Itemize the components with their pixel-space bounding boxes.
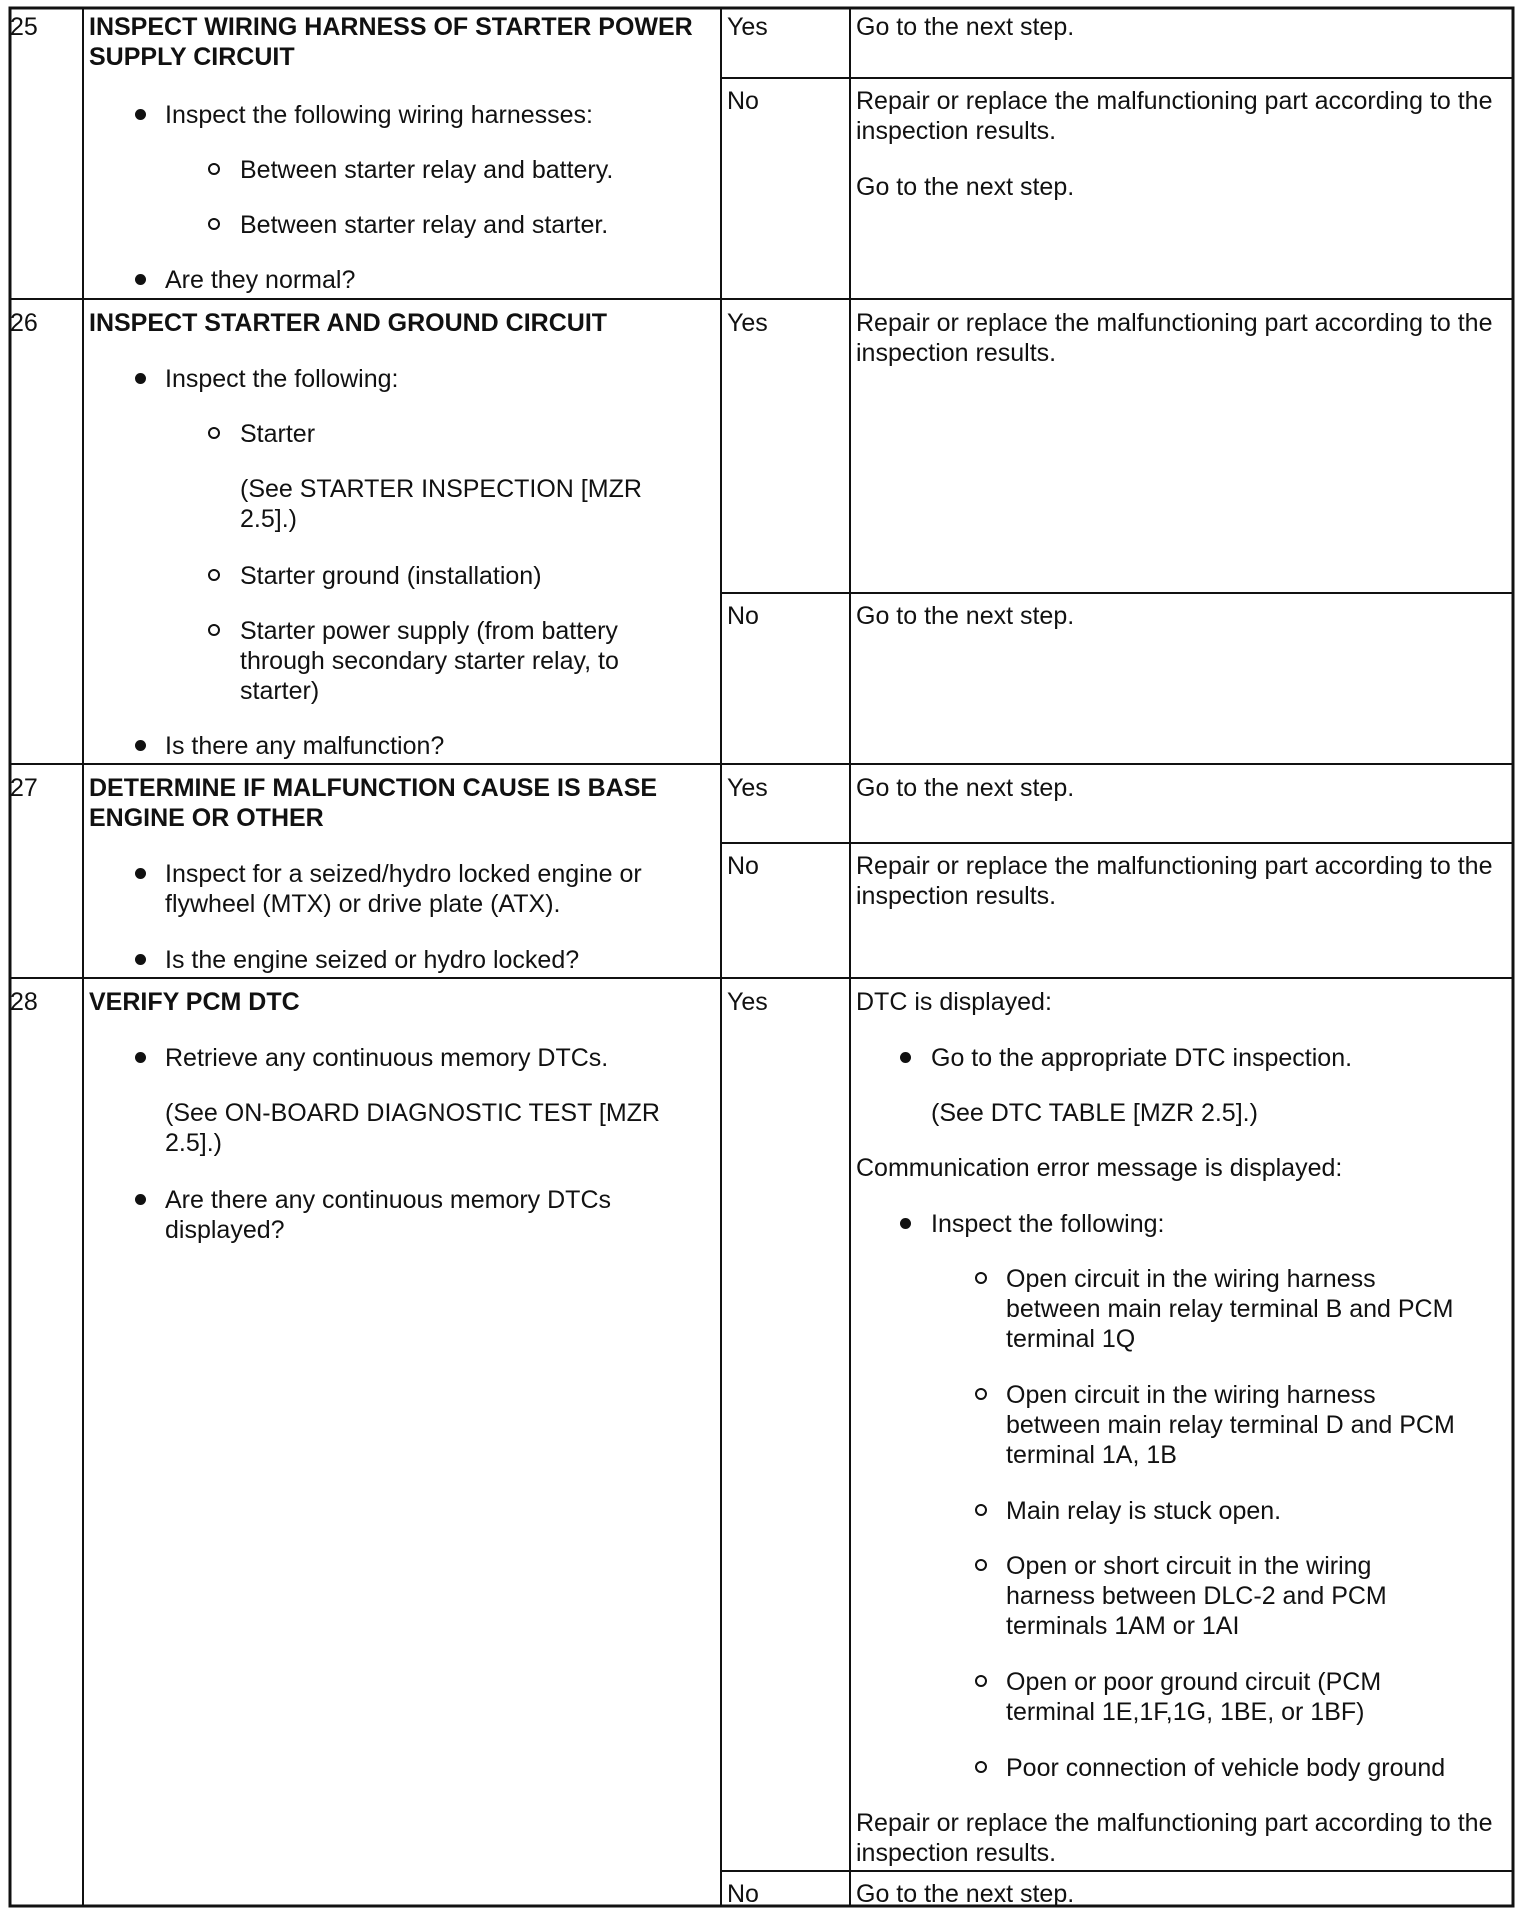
no-label: No bbox=[727, 852, 759, 880]
result-line: terminal 1E,1F,1G, 1BE, or 1BF) bbox=[1006, 1698, 1365, 1726]
bullet-ring-icon bbox=[208, 427, 220, 439]
list-item: Between starter relay and starter. bbox=[240, 211, 609, 239]
no-action: inspection results. bbox=[856, 882, 1057, 910]
list-item: Are there any continuous memory DTCs bbox=[165, 1186, 612, 1214]
result-line: (See DTC TABLE [MZR 2.5].) bbox=[931, 1099, 1258, 1127]
bullet-ring-icon bbox=[975, 1559, 987, 1571]
bullet-ring-icon bbox=[975, 1388, 987, 1400]
result-line: Repair or replace the malfunctioning part according to the bbox=[856, 1809, 1493, 1837]
list-item: Is there any malfunction? bbox=[165, 732, 445, 760]
result-line: Main relay is stuck open. bbox=[1006, 1497, 1282, 1525]
result-line: Go to the appropriate DTC inspection. bbox=[931, 1044, 1353, 1072]
yes-action: Repair or replace the malfunctioning part according to the bbox=[856, 309, 1493, 337]
result-line: Open or short circuit in the wiring bbox=[1006, 1552, 1372, 1580]
step-number: 25 bbox=[10, 13, 38, 41]
bullet-ring-icon bbox=[208, 163, 220, 175]
list-item: flywheel (MTX) or drive plate (ATX). bbox=[165, 890, 561, 918]
bullet-ring-icon bbox=[975, 1761, 987, 1773]
no-action: Repair or replace the malfunctioning part according to the bbox=[856, 852, 1493, 880]
bullet-dot-icon bbox=[135, 868, 146, 879]
no-action: Go to the next step. bbox=[856, 1880, 1075, 1908]
step-title: INSPECT WIRING HARNESS OF STARTER POWER bbox=[89, 13, 693, 41]
result-line: harness between DLC-2 and PCM bbox=[1006, 1582, 1387, 1610]
step-title: VERIFY PCM DTC bbox=[89, 988, 300, 1016]
yes-label: Yes bbox=[727, 988, 768, 1016]
result-line: Communication error message is displayed: bbox=[856, 1154, 1343, 1182]
bullet-ring-icon bbox=[208, 218, 220, 230]
list-item: through secondary starter relay, to bbox=[240, 647, 619, 675]
bullet-dot-icon bbox=[135, 1052, 146, 1063]
bullet-ring-icon bbox=[975, 1504, 987, 1516]
list-item: Retrieve any continuous memory DTCs. bbox=[165, 1044, 609, 1072]
no-label: No bbox=[727, 1880, 759, 1908]
result-line: Poor connection of vehicle body ground bbox=[1006, 1754, 1446, 1782]
bullet-ring-icon bbox=[208, 569, 220, 581]
list-item: Inspect the following wiring harnesses: bbox=[165, 101, 594, 129]
no-action: Go to the next step. bbox=[856, 602, 1075, 630]
yes-action: Go to the next step. bbox=[856, 13, 1075, 41]
no-label: No bbox=[727, 602, 759, 630]
yes-action: inspection results. bbox=[856, 339, 1057, 367]
list-item: 2.5].) bbox=[240, 505, 297, 533]
list-item: 2.5].) bbox=[165, 1129, 222, 1157]
step-title: DETERMINE IF MALFUNCTION CAUSE IS BASE bbox=[89, 774, 658, 802]
result-line: Open or poor ground circuit (PCM bbox=[1006, 1668, 1382, 1696]
no-label: No bbox=[727, 87, 759, 115]
yes-label: Yes bbox=[727, 13, 768, 41]
list-item: Starter power supply (from battery bbox=[240, 617, 618, 645]
result-line: between main relay terminal B and PCM bbox=[1006, 1295, 1454, 1323]
list-item: (See STARTER INSPECTION [MZR bbox=[240, 475, 642, 503]
result-line: Open circuit in the wiring harness bbox=[1006, 1381, 1376, 1409]
result-line: terminals 1AM or 1AI bbox=[1006, 1612, 1240, 1640]
result-line: inspection results. bbox=[856, 1839, 1057, 1867]
list-item: starter) bbox=[240, 677, 320, 705]
list-item: displayed? bbox=[165, 1216, 285, 1244]
step-number: 26 bbox=[10, 309, 38, 337]
result-line: Open circuit in the wiring harness bbox=[1006, 1265, 1376, 1293]
bullet-dot-icon bbox=[135, 740, 146, 751]
bullet-dot-icon bbox=[135, 954, 146, 965]
list-item: Is the engine seized or hydro locked? bbox=[165, 946, 580, 974]
step-title: SUPPLY CIRCUIT bbox=[89, 43, 295, 71]
bullet-dot-icon bbox=[135, 1194, 146, 1205]
step-title: INSPECT STARTER AND GROUND CIRCUIT bbox=[89, 309, 608, 337]
result-line: Inspect the following: bbox=[931, 1210, 1165, 1238]
step-title: ENGINE OR OTHER bbox=[89, 804, 324, 832]
list-item: Starter bbox=[240, 420, 316, 448]
bullet-dot-icon bbox=[135, 109, 146, 120]
list-item: Between starter relay and battery. bbox=[240, 156, 614, 184]
result-line: terminal 1Q bbox=[1006, 1325, 1136, 1353]
bullet-ring-icon bbox=[975, 1272, 987, 1284]
bullet-dot-icon bbox=[135, 373, 146, 384]
bullet-dot-icon bbox=[135, 274, 146, 285]
list-item: Starter ground (installation) bbox=[240, 562, 542, 590]
bullet-dot-icon bbox=[900, 1052, 911, 1063]
no-action: Go to the next step. bbox=[856, 173, 1075, 201]
result-line: DTC is displayed: bbox=[856, 988, 1052, 1016]
bullet-ring-icon bbox=[208, 624, 220, 636]
list-item: Inspect the following: bbox=[165, 365, 399, 393]
list-item: Inspect for a seized/hydro locked engine or bbox=[165, 860, 642, 888]
result-line: terminal 1A, 1B bbox=[1006, 1441, 1177, 1469]
yes-label: Yes bbox=[727, 774, 768, 802]
no-action: inspection results. bbox=[856, 117, 1057, 145]
yes-action: Go to the next step. bbox=[856, 774, 1075, 802]
result-line: between main relay terminal D and PCM bbox=[1006, 1411, 1455, 1439]
bullet-dot-icon bbox=[900, 1218, 911, 1229]
list-item: Are they normal? bbox=[165, 266, 356, 294]
list-item: (See ON-BOARD DIAGNOSTIC TEST [MZR bbox=[165, 1099, 660, 1127]
step-number: 27 bbox=[10, 774, 38, 802]
step-number: 28 bbox=[10, 988, 38, 1016]
bullet-ring-icon bbox=[975, 1675, 987, 1687]
yes-label: Yes bbox=[727, 309, 768, 337]
no-action: Repair or replace the malfunctioning part according to the bbox=[856, 87, 1493, 115]
